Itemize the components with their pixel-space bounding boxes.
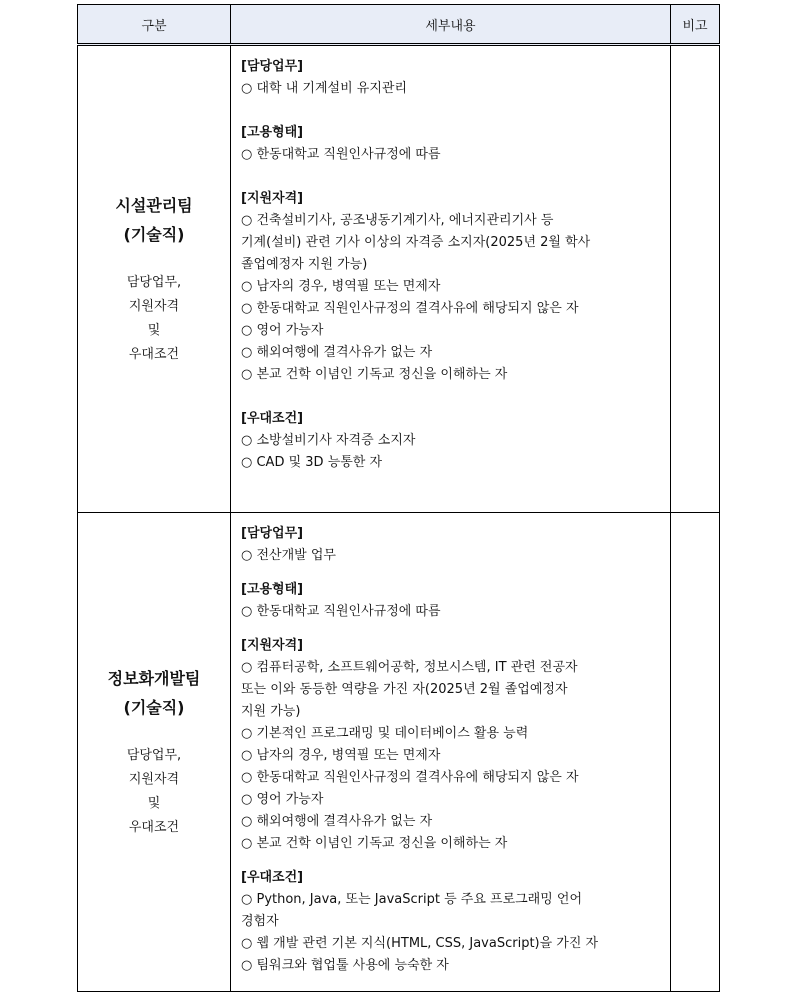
list-item: ○ 소방설비기사 자격증 소지자 — [241, 433, 416, 448]
header-details: 세부내용 — [231, 5, 671, 45]
list-item: ○ 전산개발 업무 — [241, 548, 336, 563]
section-heading: [지원자격] — [241, 191, 304, 206]
category-desc — [78, 271, 230, 367]
category-subtitle: (기술직) — [123, 698, 185, 717]
list-item: ○ CAD 및 3D 능통한 자 — [241, 455, 383, 470]
category-subtitle: (기술직) — [123, 225, 185, 244]
section-heading: [고용형태] — [241, 125, 304, 140]
desc-line: 지원자격 — [128, 772, 180, 787]
list-item: ○ 한동대학교 직원인사규정에 따름 — [241, 604, 441, 619]
section-heading: [담당업무] — [241, 59, 304, 74]
list-item: ○ 한동대학교 직원인사규정에 따름 — [241, 147, 441, 162]
list-item: ○ 본교 건학 이념인 기독교 정신을 이해하는 자 — [241, 367, 508, 382]
list-item: 기계(설비) 관련 기사 이상의 자격증 소지자(2025년 2월 학사 — [241, 235, 591, 250]
header-row — [78, 5, 720, 45]
list-item: ○ 한동대학교 직원인사규정의 결격사유에 해당되지 않은 자 — [241, 770, 579, 785]
header-category: 구분 — [78, 5, 231, 45]
desc-line: 담당업무, — [126, 748, 182, 763]
list-item: ○ 웹 개발 관련 기본 지식(HTML, CSS, JavaScript)을 가진 자 — [241, 936, 599, 951]
remarks-cell — [671, 45, 720, 513]
list-item: ○ 해외여행에 결격사유가 없는 자 — [241, 814, 433, 829]
list-item: ○ 대학 내 기계설비 유지관리 — [241, 81, 408, 96]
list-item: 경험자 — [241, 914, 279, 929]
category-cell — [78, 45, 231, 513]
list-item: 지원 가능) — [241, 704, 301, 719]
recruitment-table — [77, 4, 720, 992]
list-item: ○ 본교 건학 이념인 기독교 정신을 이해하는 자 — [241, 836, 508, 851]
desc-line: 우대조건 — [128, 820, 180, 835]
category-desc — [78, 744, 230, 840]
category-title: 정보화개발팀 — [107, 669, 201, 688]
details-cell — [231, 45, 671, 513]
desc-line: 우대조건 — [128, 347, 180, 362]
section-heading: [우대조건] — [241, 870, 304, 885]
header-remarks: 비고 — [671, 5, 720, 45]
list-item: ○ 한동대학교 직원인사규정의 결격사유에 해당되지 않은 자 — [241, 301, 579, 316]
desc-line: 담당업무, — [126, 275, 182, 290]
list-item: ○ Python, Java, 또는 JavaScript 등 주요 프로그래밍 언어 — [241, 892, 583, 907]
section-heading: [담당업무] — [241, 526, 304, 541]
desc-line: 및 — [147, 323, 161, 338]
table-row — [78, 45, 720, 513]
desc-line: 및 — [147, 796, 161, 811]
section-heading: [지원자격] — [241, 638, 304, 653]
list-item: ○ 해외여행에 결격사유가 없는 자 — [241, 345, 433, 360]
section-heading: [우대조건] — [241, 411, 304, 426]
list-item: ○ 기본적인 프로그래밍 및 데이터베이스 활용 능력 — [241, 726, 529, 741]
list-item: ○ 영어 가능자 — [241, 792, 324, 807]
table-row — [78, 513, 720, 992]
list-item: ○ 영어 가능자 — [241, 323, 324, 338]
category-title: 시설관리팀 — [115, 196, 193, 215]
list-item: 또는 이와 동등한 역량을 가진 자(2025년 2월 졸업예정자 — [241, 682, 568, 697]
section-heading: [고용형태] — [241, 582, 304, 597]
remarks-cell — [671, 513, 720, 992]
details-cell — [231, 513, 671, 992]
list-item: ○ 컴퓨터공학, 소프트웨어공학, 정보시스템, IT 관련 전공자 — [241, 660, 578, 675]
list-item: ○ 남자의 경우, 병역필 또는 면제자 — [241, 279, 441, 294]
list-item: ○ 팀워크와 협업툴 사용에 능숙한 자 — [241, 958, 449, 973]
list-item: 졸업예정자 지원 가능) — [241, 257, 368, 272]
category-cell — [78, 513, 231, 992]
list-item: ○ 건축설비기사, 공조냉동기계기사, 에너지관리기사 등 — [241, 213, 554, 228]
list-item: ○ 남자의 경우, 병역필 또는 면제자 — [241, 748, 441, 763]
desc-line: 지원자격 — [128, 299, 180, 314]
